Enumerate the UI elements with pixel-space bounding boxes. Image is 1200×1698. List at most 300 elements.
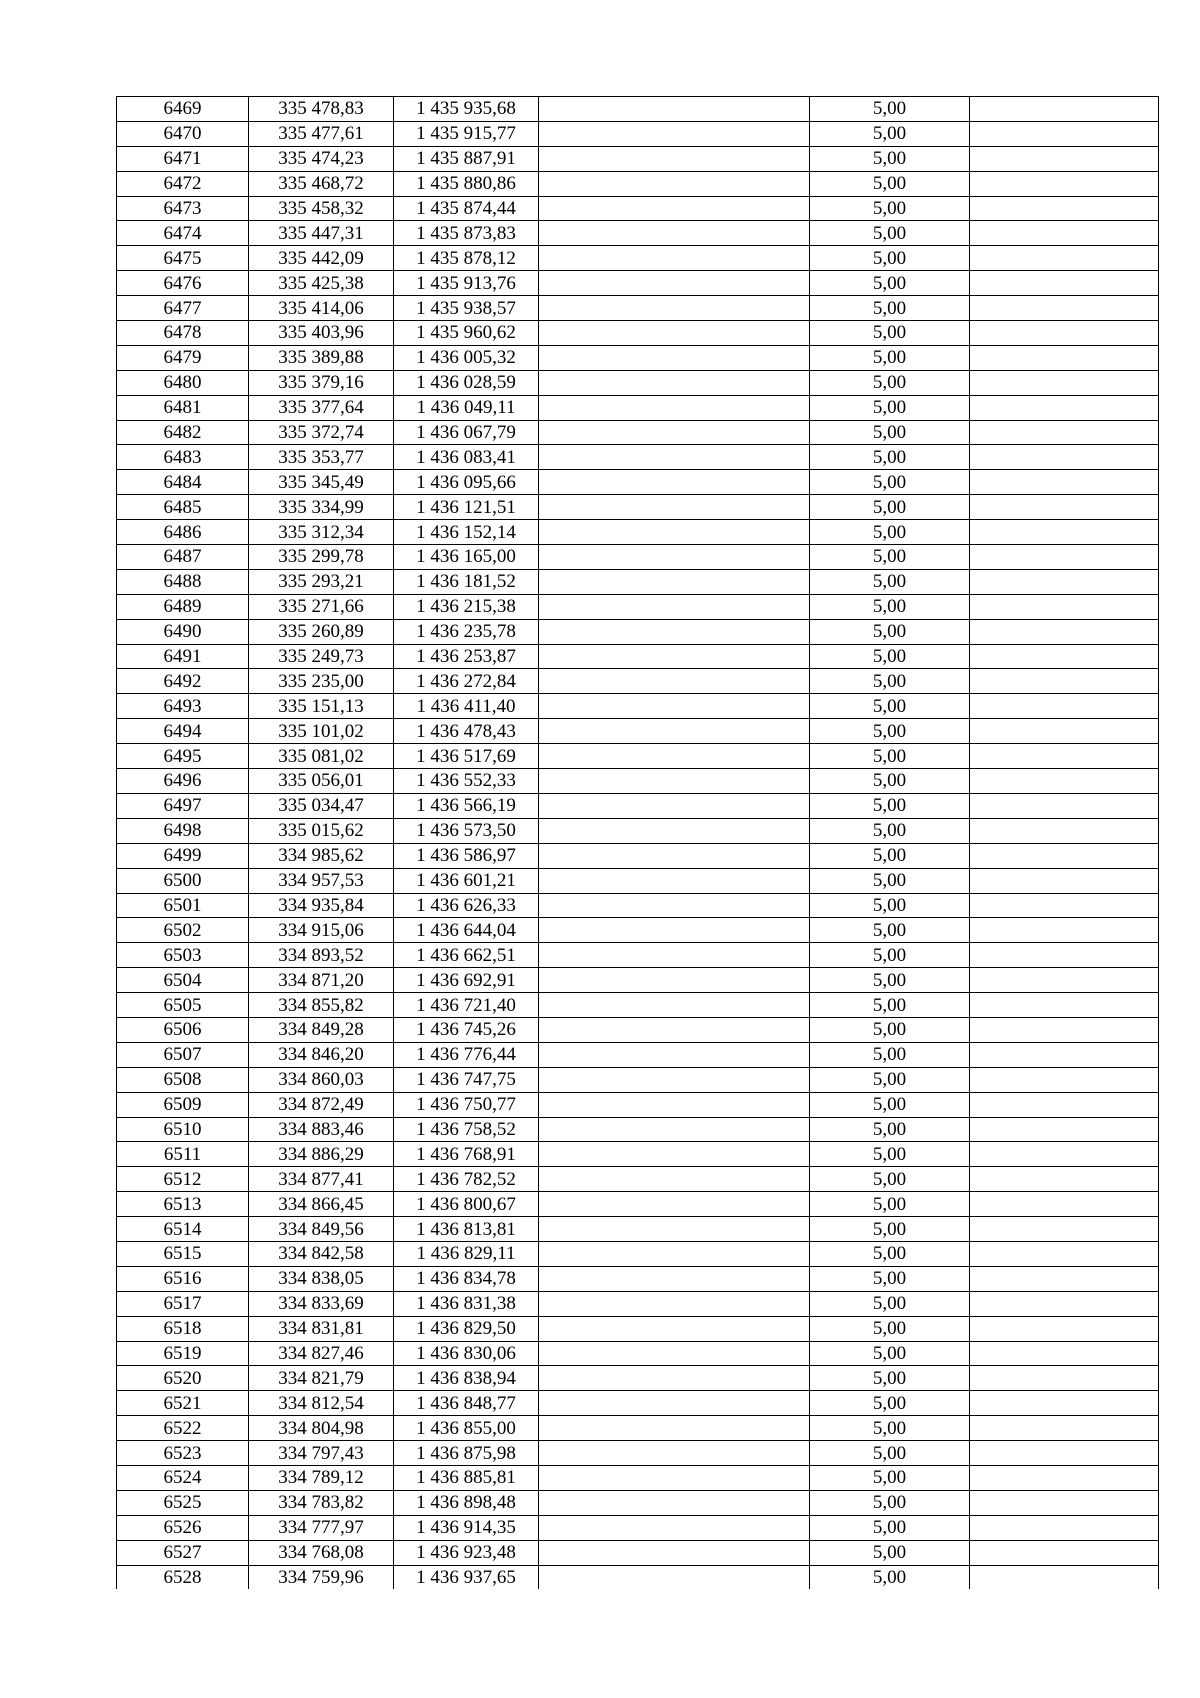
point-number-cell: 6514 — [117, 1217, 249, 1242]
blank-cell — [539, 619, 810, 644]
note-cell — [970, 1341, 1159, 1366]
value-cell: 5,00 — [810, 1391, 970, 1416]
y-coordinate-cell: 1 436 552,33 — [394, 769, 539, 794]
y-coordinate-cell: 1 436 215,38 — [394, 594, 539, 619]
x-coordinate-cell: 335 249,73 — [249, 644, 394, 669]
point-number-cell: 6528 — [117, 1565, 249, 1589]
x-coordinate-cell: 335 101,02 — [249, 719, 394, 744]
point-number-cell: 6481 — [117, 395, 249, 420]
x-coordinate-cell: 335 372,74 — [249, 420, 394, 445]
y-coordinate-cell: 1 436 782,52 — [394, 1167, 539, 1192]
note-cell — [970, 1316, 1159, 1341]
point-number-cell: 6502 — [117, 918, 249, 943]
y-coordinate-cell: 1 435 915,77 — [394, 121, 539, 146]
blank-cell — [539, 395, 810, 420]
point-number-cell: 6474 — [117, 221, 249, 246]
blank-cell — [539, 420, 810, 445]
y-coordinate-cell: 1 436 768,91 — [394, 1142, 539, 1167]
note-cell — [970, 1490, 1159, 1515]
note-cell — [970, 1117, 1159, 1142]
blank-cell — [539, 1540, 810, 1565]
y-coordinate-cell: 1 436 573,50 — [394, 818, 539, 843]
x-coordinate-cell: 334 812,54 — [249, 1391, 394, 1416]
x-coordinate-cell: 334 846,20 — [249, 1042, 394, 1067]
blank-cell — [539, 1366, 810, 1391]
x-coordinate-cell: 335 403,96 — [249, 321, 394, 346]
table-row — [117, 445, 1159, 470]
x-coordinate-cell: 335 345,49 — [249, 470, 394, 495]
x-coordinate-cell: 334 893,52 — [249, 943, 394, 968]
blank-cell — [539, 669, 810, 694]
table-row — [117, 569, 1159, 594]
x-coordinate-cell: 334 831,81 — [249, 1316, 394, 1341]
x-coordinate-cell: 334 804,98 — [249, 1416, 394, 1441]
point-number-cell: 6475 — [117, 246, 249, 271]
value-cell: 5,00 — [810, 1565, 970, 1589]
y-coordinate-cell: 1 436 855,00 — [394, 1416, 539, 1441]
x-coordinate-cell: 334 838,05 — [249, 1266, 394, 1291]
table-row — [117, 1515, 1159, 1540]
table-row — [117, 1217, 1159, 1242]
y-coordinate-cell: 1 436 272,84 — [394, 669, 539, 694]
value-cell: 5,00 — [810, 271, 970, 296]
blank-cell — [539, 1465, 810, 1490]
y-coordinate-cell: 1 436 692,91 — [394, 968, 539, 993]
value-cell: 5,00 — [810, 1117, 970, 1142]
note-cell — [970, 968, 1159, 993]
x-coordinate-cell: 334 872,49 — [249, 1092, 394, 1117]
point-number-cell: 6507 — [117, 1042, 249, 1067]
note-cell — [970, 370, 1159, 395]
blank-cell — [539, 1341, 810, 1366]
point-number-cell: 6486 — [117, 520, 249, 545]
y-coordinate-cell: 1 436 848,77 — [394, 1391, 539, 1416]
point-number-cell: 6473 — [117, 196, 249, 221]
table-row — [117, 1490, 1159, 1515]
value-cell: 5,00 — [810, 1266, 970, 1291]
table-row — [117, 1565, 1159, 1589]
y-coordinate-cell: 1 436 875,98 — [394, 1441, 539, 1466]
value-cell: 5,00 — [810, 893, 970, 918]
y-coordinate-cell: 1 436 747,75 — [394, 1067, 539, 1092]
point-number-cell: 6511 — [117, 1142, 249, 1167]
x-coordinate-cell: 335 379,16 — [249, 370, 394, 395]
note-cell — [970, 196, 1159, 221]
blank-cell — [539, 719, 810, 744]
note-cell — [970, 445, 1159, 470]
table-row — [117, 619, 1159, 644]
point-number-cell: 6516 — [117, 1266, 249, 1291]
table-row — [117, 246, 1159, 271]
x-coordinate-cell: 335 442,09 — [249, 246, 394, 271]
y-coordinate-cell: 1 436 745,26 — [394, 1017, 539, 1042]
blank-cell — [539, 495, 810, 520]
note-cell — [970, 744, 1159, 769]
point-number-cell: 6504 — [117, 968, 249, 993]
y-coordinate-cell: 1 435 878,12 — [394, 246, 539, 271]
point-number-cell: 6500 — [117, 868, 249, 893]
value-cell: 5,00 — [810, 445, 970, 470]
value-cell: 5,00 — [810, 171, 970, 196]
note-cell — [970, 1092, 1159, 1117]
x-coordinate-cell: 335 260,89 — [249, 619, 394, 644]
table-row — [117, 968, 1159, 993]
value-cell: 5,00 — [810, 121, 970, 146]
blank-cell — [539, 744, 810, 769]
x-coordinate-cell: 334 849,56 — [249, 1217, 394, 1242]
value-cell: 5,00 — [810, 1515, 970, 1540]
note-cell — [970, 146, 1159, 171]
table-row — [117, 694, 1159, 719]
note-cell — [970, 893, 1159, 918]
value-cell: 5,00 — [810, 818, 970, 843]
value-cell: 5,00 — [810, 520, 970, 545]
y-coordinate-cell: 1 436 253,87 — [394, 644, 539, 669]
point-number-cell: 6471 — [117, 146, 249, 171]
point-number-cell: 6469 — [117, 97, 249, 122]
value-cell: 5,00 — [810, 470, 970, 495]
note-cell — [970, 1391, 1159, 1416]
x-coordinate-cell: 334 855,82 — [249, 993, 394, 1018]
table-row — [117, 1017, 1159, 1042]
point-number-cell: 6513 — [117, 1192, 249, 1217]
blank-cell — [539, 1192, 810, 1217]
note-cell — [970, 1192, 1159, 1217]
table-row — [117, 1540, 1159, 1565]
point-number-cell: 6515 — [117, 1241, 249, 1266]
point-number-cell: 6479 — [117, 345, 249, 370]
y-coordinate-cell: 1 436 626,33 — [394, 893, 539, 918]
y-coordinate-cell: 1 436 235,78 — [394, 619, 539, 644]
table-row — [117, 1117, 1159, 1142]
blank-cell — [539, 793, 810, 818]
value-cell: 5,00 — [810, 1017, 970, 1042]
value-cell: 5,00 — [810, 1341, 970, 1366]
table-row — [117, 1366, 1159, 1391]
table-row — [117, 321, 1159, 346]
value-cell: 5,00 — [810, 594, 970, 619]
note-cell — [970, 296, 1159, 321]
blank-cell — [539, 868, 810, 893]
x-coordinate-cell: 335 015,62 — [249, 818, 394, 843]
blank-cell — [539, 1117, 810, 1142]
blank-cell — [539, 171, 810, 196]
point-number-cell: 6526 — [117, 1515, 249, 1540]
x-coordinate-cell: 334 777,97 — [249, 1515, 394, 1540]
blank-cell — [539, 121, 810, 146]
x-coordinate-cell: 334 866,45 — [249, 1192, 394, 1217]
blank-cell — [539, 271, 810, 296]
table-row — [117, 993, 1159, 1018]
note-cell — [970, 1540, 1159, 1565]
point-number-cell: 6496 — [117, 769, 249, 794]
y-coordinate-cell: 1 436 049,11 — [394, 395, 539, 420]
blank-cell — [539, 545, 810, 570]
note-cell — [970, 619, 1159, 644]
blank-cell — [539, 1217, 810, 1242]
y-coordinate-cell: 1 436 121,51 — [394, 495, 539, 520]
point-number-cell: 6508 — [117, 1067, 249, 1092]
table-row — [117, 345, 1159, 370]
note-cell — [970, 1017, 1159, 1042]
x-coordinate-cell: 335 334,99 — [249, 495, 394, 520]
y-coordinate-cell: 1 435 874,44 — [394, 196, 539, 221]
blank-cell — [539, 943, 810, 968]
value-cell: 5,00 — [810, 644, 970, 669]
y-coordinate-cell: 1 436 152,14 — [394, 520, 539, 545]
x-coordinate-cell: 334 935,84 — [249, 893, 394, 918]
y-coordinate-cell: 1 436 750,77 — [394, 1092, 539, 1117]
table-row — [117, 918, 1159, 943]
point-number-cell: 6509 — [117, 1092, 249, 1117]
x-coordinate-cell: 335 151,13 — [249, 694, 394, 719]
point-number-cell: 6492 — [117, 669, 249, 694]
table-row — [117, 495, 1159, 520]
table-row — [117, 1167, 1159, 1192]
y-coordinate-cell: 1 436 800,67 — [394, 1192, 539, 1217]
value-cell: 5,00 — [810, 545, 970, 570]
note-cell — [970, 321, 1159, 346]
point-number-cell: 6521 — [117, 1391, 249, 1416]
blank-cell — [539, 296, 810, 321]
y-coordinate-cell: 1 436 028,59 — [394, 370, 539, 395]
point-number-cell: 6472 — [117, 171, 249, 196]
table-row — [117, 146, 1159, 171]
blank-cell — [539, 1441, 810, 1466]
value-cell: 5,00 — [810, 918, 970, 943]
table-row — [117, 594, 1159, 619]
point-number-cell: 6485 — [117, 495, 249, 520]
table-row — [117, 769, 1159, 794]
table-row — [117, 644, 1159, 669]
x-coordinate-cell: 334 915,06 — [249, 918, 394, 943]
point-number-cell: 6505 — [117, 993, 249, 1018]
note-cell — [970, 1167, 1159, 1192]
blank-cell — [539, 1241, 810, 1266]
blank-cell — [539, 1067, 810, 1092]
x-coordinate-cell: 334 957,53 — [249, 868, 394, 893]
value-cell: 5,00 — [810, 495, 970, 520]
point-number-cell: 6491 — [117, 644, 249, 669]
value-cell: 5,00 — [810, 1540, 970, 1565]
value-cell: 5,00 — [810, 619, 970, 644]
table-row — [117, 818, 1159, 843]
blank-cell — [539, 1042, 810, 1067]
x-coordinate-cell: 335 478,83 — [249, 97, 394, 122]
point-number-cell: 6520 — [117, 1366, 249, 1391]
table-row — [117, 97, 1159, 122]
table-row — [117, 395, 1159, 420]
note-cell — [970, 221, 1159, 246]
value-cell: 5,00 — [810, 321, 970, 346]
note-cell — [970, 420, 1159, 445]
x-coordinate-cell: 334 827,46 — [249, 1341, 394, 1366]
x-coordinate-cell: 334 759,96 — [249, 1565, 394, 1589]
x-coordinate-cell: 334 877,41 — [249, 1167, 394, 1192]
point-number-cell: 6482 — [117, 420, 249, 445]
note-cell — [970, 1067, 1159, 1092]
table-row — [117, 669, 1159, 694]
blank-cell — [539, 1391, 810, 1416]
y-coordinate-cell: 1 435 880,86 — [394, 171, 539, 196]
table-row — [117, 221, 1159, 246]
value-cell: 5,00 — [810, 420, 970, 445]
x-coordinate-cell: 334 768,08 — [249, 1540, 394, 1565]
note-cell — [970, 719, 1159, 744]
y-coordinate-cell: 1 436 067,79 — [394, 420, 539, 445]
point-number-cell: 6480 — [117, 370, 249, 395]
value-cell: 5,00 — [810, 719, 970, 744]
blank-cell — [539, 520, 810, 545]
note-cell — [970, 943, 1159, 968]
note-cell — [970, 918, 1159, 943]
value-cell: 5,00 — [810, 1465, 970, 1490]
table-row — [117, 196, 1159, 221]
table-row — [117, 893, 1159, 918]
blank-cell — [539, 470, 810, 495]
blank-cell — [539, 818, 810, 843]
point-number-cell: 6512 — [117, 1167, 249, 1192]
blank-cell — [539, 1416, 810, 1441]
value-cell: 5,00 — [810, 1142, 970, 1167]
table-row — [117, 1266, 1159, 1291]
note-cell — [970, 1042, 1159, 1067]
value-cell: 5,00 — [810, 345, 970, 370]
note-cell — [970, 843, 1159, 868]
value-cell: 5,00 — [810, 669, 970, 694]
y-coordinate-cell: 1 436 165,00 — [394, 545, 539, 570]
x-coordinate-cell: 335 271,66 — [249, 594, 394, 619]
value-cell: 5,00 — [810, 694, 970, 719]
y-coordinate-cell: 1 436 758,52 — [394, 1117, 539, 1142]
coordinates-table — [116, 96, 1159, 1589]
blank-cell — [539, 1017, 810, 1042]
blank-cell — [539, 445, 810, 470]
value-cell: 5,00 — [810, 1192, 970, 1217]
value-cell: 5,00 — [810, 97, 970, 122]
table-row — [117, 719, 1159, 744]
y-coordinate-cell: 1 436 083,41 — [394, 445, 539, 470]
table-row — [117, 1092, 1159, 1117]
table-row — [117, 1441, 1159, 1466]
blank-cell — [539, 918, 810, 943]
y-coordinate-cell: 1 436 644,04 — [394, 918, 539, 943]
x-coordinate-cell: 334 842,58 — [249, 1241, 394, 1266]
blank-cell — [539, 1316, 810, 1341]
table-row — [117, 520, 1159, 545]
value-cell: 5,00 — [810, 968, 970, 993]
value-cell: 5,00 — [810, 1490, 970, 1515]
y-coordinate-cell: 1 436 478,43 — [394, 719, 539, 744]
point-number-cell: 6476 — [117, 271, 249, 296]
point-number-cell: 6494 — [117, 719, 249, 744]
blank-cell — [539, 1565, 810, 1589]
x-coordinate-cell: 335 034,47 — [249, 793, 394, 818]
note-cell — [970, 1291, 1159, 1316]
note-cell — [970, 694, 1159, 719]
value-cell: 5,00 — [810, 1441, 970, 1466]
point-number-cell: 6484 — [117, 470, 249, 495]
blank-cell — [539, 1142, 810, 1167]
note-cell — [970, 644, 1159, 669]
x-coordinate-cell: 335 468,72 — [249, 171, 394, 196]
table-row — [117, 420, 1159, 445]
y-coordinate-cell: 1 435 935,68 — [394, 97, 539, 122]
point-number-cell: 6506 — [117, 1017, 249, 1042]
note-cell — [970, 1142, 1159, 1167]
point-number-cell: 6510 — [117, 1117, 249, 1142]
x-coordinate-cell: 335 312,34 — [249, 520, 394, 545]
value-cell: 5,00 — [810, 744, 970, 769]
y-coordinate-cell: 1 436 776,44 — [394, 1042, 539, 1067]
value-cell: 5,00 — [810, 296, 970, 321]
value-cell: 5,00 — [810, 370, 970, 395]
blank-cell — [539, 694, 810, 719]
note-cell — [970, 1465, 1159, 1490]
value-cell: 5,00 — [810, 221, 970, 246]
note-cell — [970, 97, 1159, 122]
table-row — [117, 1291, 1159, 1316]
blank-cell — [539, 843, 810, 868]
value-cell: 5,00 — [810, 196, 970, 221]
blank-cell — [539, 968, 810, 993]
value-cell: 5,00 — [810, 1067, 970, 1092]
x-coordinate-cell: 335 425,38 — [249, 271, 394, 296]
table-row — [117, 1142, 1159, 1167]
y-coordinate-cell: 1 436 517,69 — [394, 744, 539, 769]
note-cell — [970, 569, 1159, 594]
x-coordinate-cell: 335 389,88 — [249, 345, 394, 370]
value-cell: 5,00 — [810, 843, 970, 868]
value-cell: 5,00 — [810, 395, 970, 420]
note-cell — [970, 1366, 1159, 1391]
point-number-cell: 6493 — [117, 694, 249, 719]
note-cell — [970, 520, 1159, 545]
table-row — [117, 1341, 1159, 1366]
value-cell: 5,00 — [810, 943, 970, 968]
blank-cell — [539, 1167, 810, 1192]
point-number-cell: 6487 — [117, 545, 249, 570]
x-coordinate-cell: 334 783,82 — [249, 1490, 394, 1515]
note-cell — [970, 1241, 1159, 1266]
value-cell: 5,00 — [810, 146, 970, 171]
note-cell — [970, 1565, 1159, 1589]
x-coordinate-cell: 335 353,77 — [249, 445, 394, 470]
note-cell — [970, 345, 1159, 370]
blank-cell — [539, 1092, 810, 1117]
y-coordinate-cell: 1 436 834,78 — [394, 1266, 539, 1291]
point-number-cell: 6478 — [117, 321, 249, 346]
value-cell: 5,00 — [810, 1241, 970, 1266]
table-body — [117, 97, 1159, 1590]
blank-cell — [539, 345, 810, 370]
y-coordinate-cell: 1 436 005,32 — [394, 345, 539, 370]
y-coordinate-cell: 1 436 601,21 — [394, 868, 539, 893]
value-cell: 5,00 — [810, 1217, 970, 1242]
x-coordinate-cell: 334 821,79 — [249, 1366, 394, 1391]
table-row — [117, 1416, 1159, 1441]
y-coordinate-cell: 1 436 831,38 — [394, 1291, 539, 1316]
point-number-cell: 6523 — [117, 1441, 249, 1466]
note-cell — [970, 395, 1159, 420]
blank-cell — [539, 146, 810, 171]
y-coordinate-cell: 1 436 721,40 — [394, 993, 539, 1018]
x-coordinate-cell: 335 414,06 — [249, 296, 394, 321]
point-number-cell: 6517 — [117, 1291, 249, 1316]
y-coordinate-cell: 1 436 662,51 — [394, 943, 539, 968]
value-cell: 5,00 — [810, 1042, 970, 1067]
note-cell — [970, 769, 1159, 794]
